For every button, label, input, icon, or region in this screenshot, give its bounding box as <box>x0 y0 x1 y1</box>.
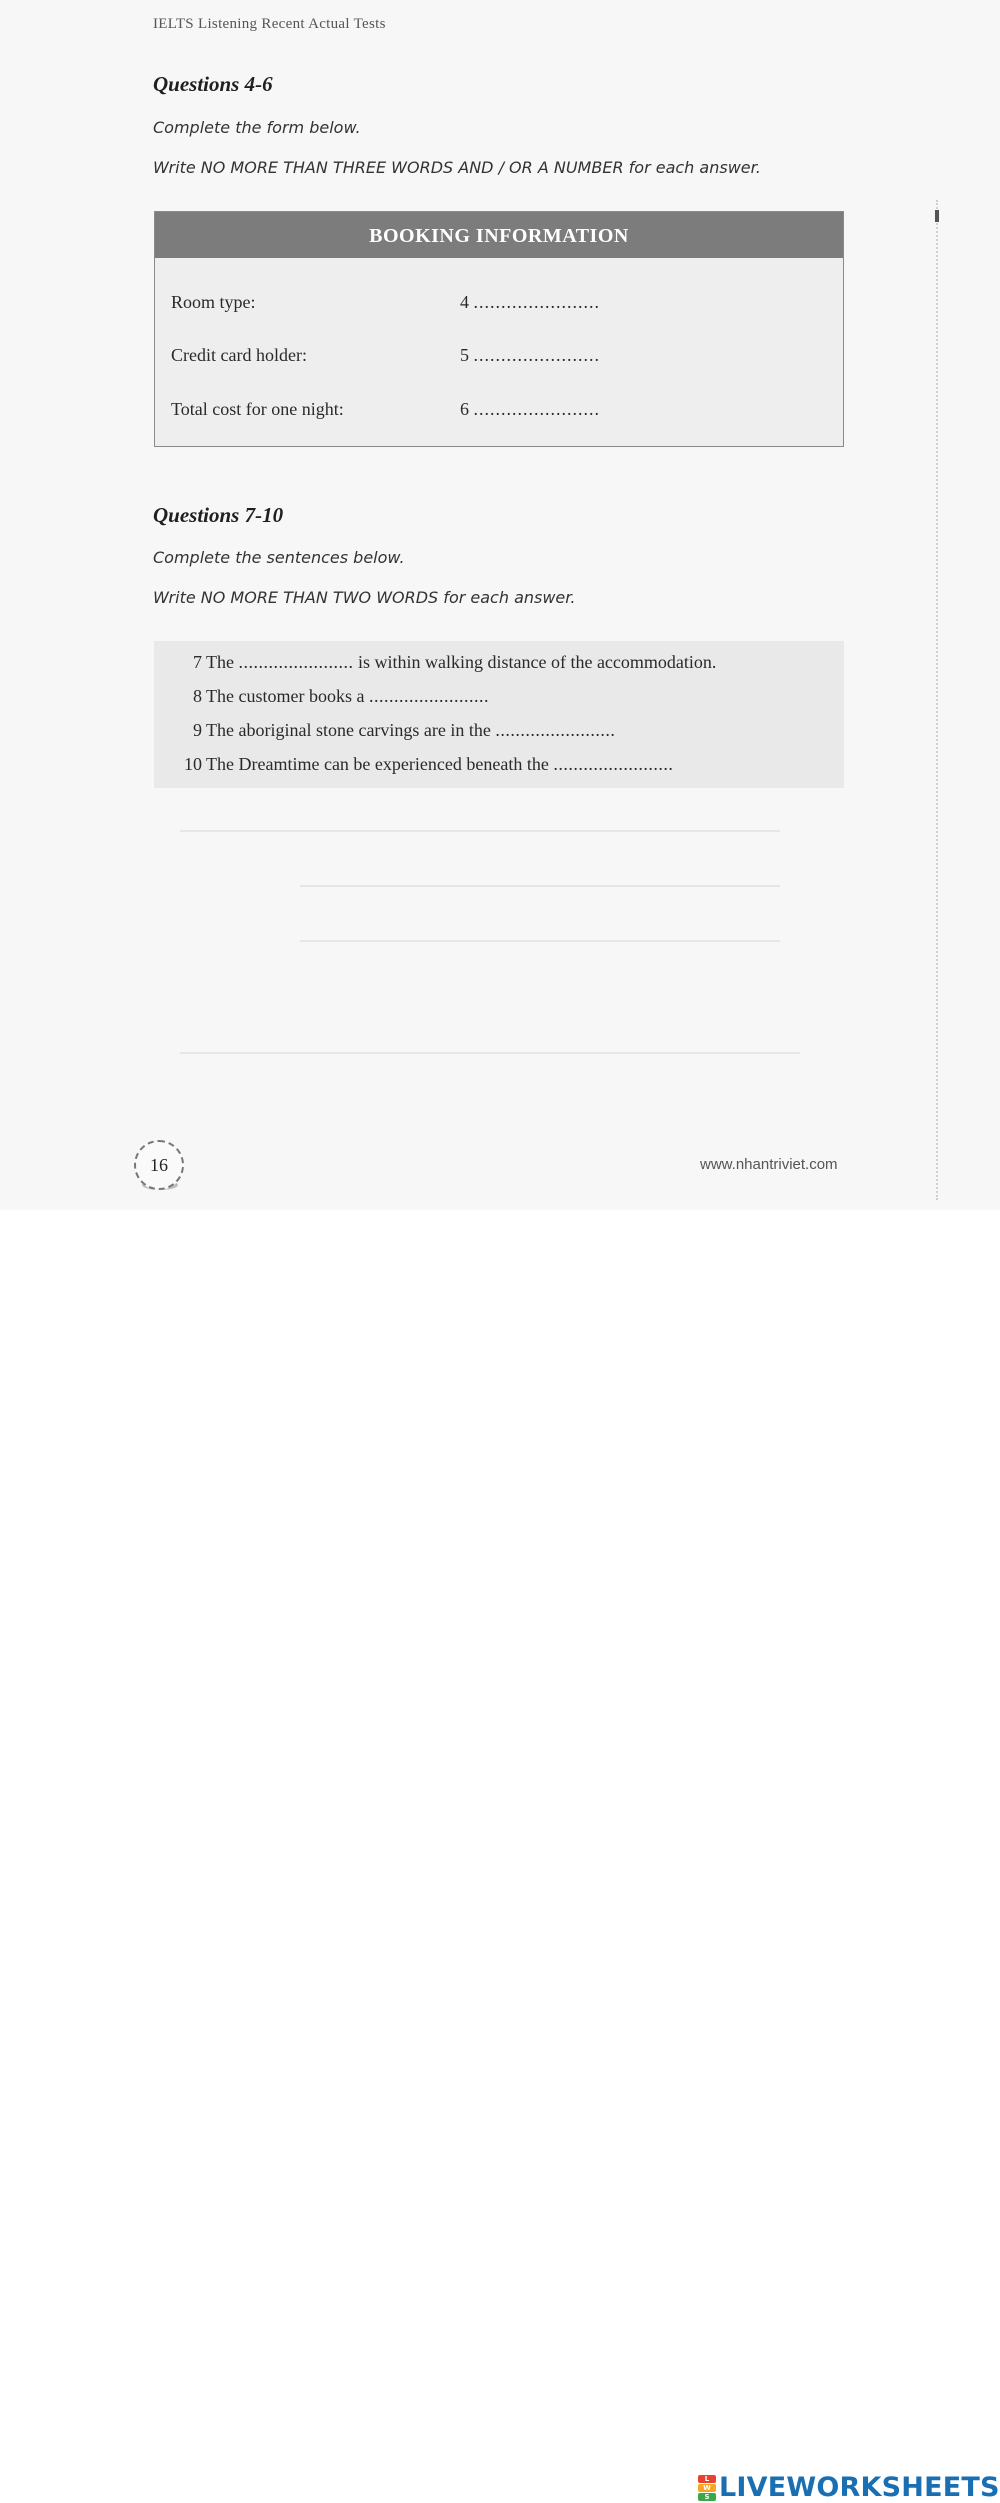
sentence-completion-box <box>154 641 844 788</box>
form-label-room-type: Room type: <box>171 292 256 312</box>
answer-blank-8[interactable]: ....................... <box>368 686 484 706</box>
bleed-through-line <box>180 1052 800 1054</box>
edge-mark <box>935 210 939 222</box>
liveworksheets-logo <box>698 2472 1000 2503</box>
answer-blank-6[interactable]: 6 ....................... <box>460 399 600 419</box>
sentence-7: 7 The ....................... is within walking distance of the accommodation. <box>193 652 717 672</box>
answer-blank-7[interactable]: ....................... <box>238 652 354 672</box>
sentence-9: 9 The aboriginal stone carvings are in the ........................ <box>193 720 615 740</box>
liveworksheets-wordmark: LIVEWORKSHEETS <box>719 2472 1000 2503</box>
instruction-word-limit-4-6: Write NO MORE THAN THREE WORDS AND / OR A NUMBER for each answer. <box>153 158 761 177</box>
worksheet-page <box>0 0 1000 1210</box>
booking-form <box>154 211 844 447</box>
answer-blank-9[interactable]: ....................... <box>495 720 611 740</box>
page-edge <box>936 200 940 1200</box>
word-limit-emphasis: NO MORE THAN TWO WORDS <box>200 588 439 607</box>
sentence-8: 8 The customer books a ........................ <box>193 686 489 706</box>
word-limit-emphasis: NO MORE THAN THREE WORDS AND / OR A NUMBER <box>200 158 624 177</box>
form-label-total-cost: Total cost for one night: <box>171 399 344 419</box>
publisher-website: www.nhantriviet.com <box>700 1156 838 1173</box>
page-number: 16 <box>134 1140 184 1190</box>
instruction-word-limit-7-10: Write NO MORE THAN TWO WORDS for each answer. <box>153 588 576 607</box>
answer-blank-10[interactable]: ....................... <box>553 754 669 774</box>
watermark-bar <box>0 1210 1000 2503</box>
instruction-complete-sentences: Complete the sentences below. <box>153 548 405 567</box>
bleed-through-line <box>300 940 780 942</box>
liveworksheets-icon: L W S <box>698 2475 716 2501</box>
sentence-10: 10 The Dreamtime can be experienced beneath the ........................ <box>184 754 673 774</box>
bleed-through-line <box>180 830 780 832</box>
section-heading-4-6: Questions 4-6 <box>153 72 273 96</box>
instruction-complete-form: Complete the form below. <box>153 118 361 137</box>
section-heading-7-10: Questions 7-10 <box>153 503 284 527</box>
answer-blank-5[interactable]: 5 ....................... <box>460 345 600 365</box>
booking-form-title: BOOKING INFORMATION <box>155 212 843 258</box>
running-head: IELTS Listening Recent Actual Tests <box>153 16 386 32</box>
answer-blank-4[interactable]: 4 ....................... <box>460 292 600 312</box>
form-label-credit-card-holder: Credit card holder: <box>171 345 307 365</box>
bleed-through-line <box>300 885 780 887</box>
